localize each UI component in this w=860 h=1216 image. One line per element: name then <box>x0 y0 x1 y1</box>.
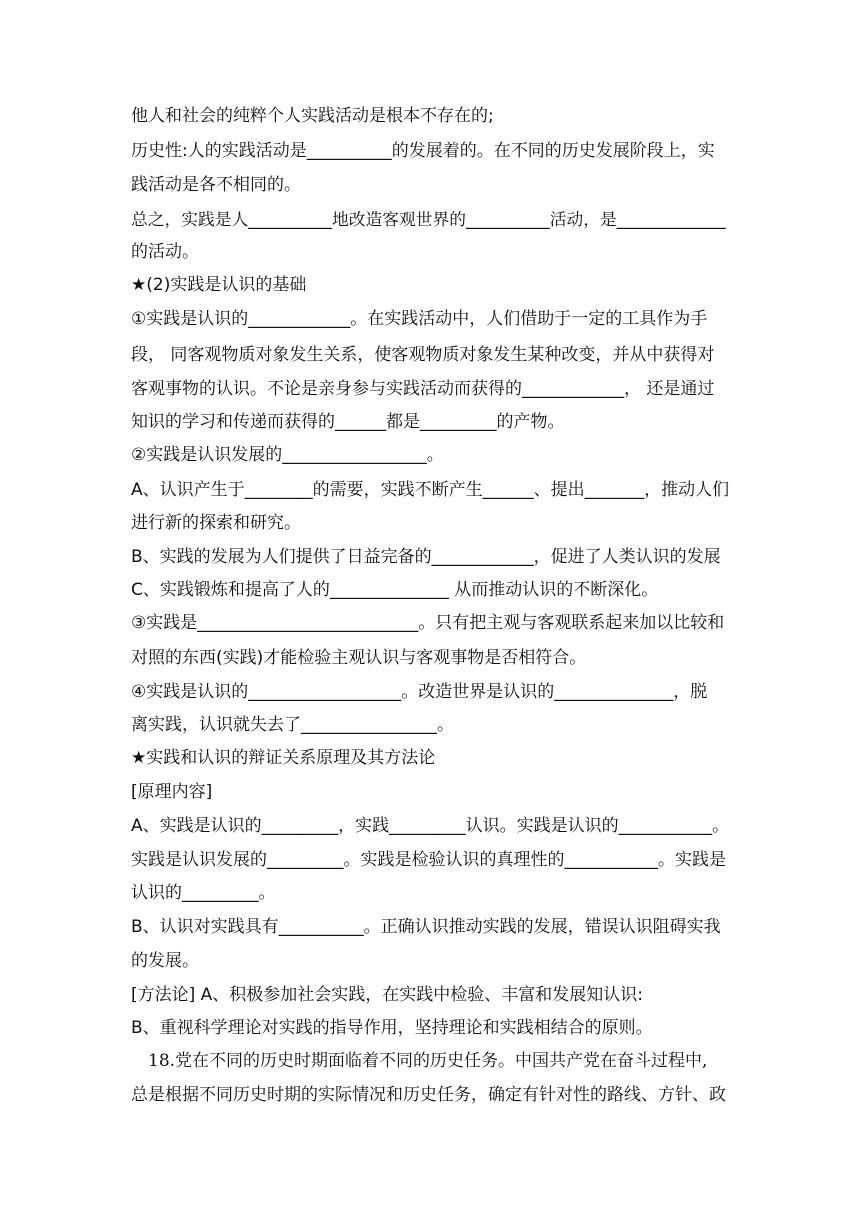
text-line: 实践是认识发展的_________。实践是检验认识的真理性的___________。实践是 <box>131 850 726 870</box>
text-line: 践活动是各不相同的。 <box>131 175 301 195</box>
text-line: ③实践是__________________________。只有把主观与客观联系起来加以比较和 <box>131 613 725 633</box>
question-18-line: 总是根据不同历史时期的实际情况和历史任务，确定有针对性的路线、方针、政 <box>131 1085 726 1105</box>
section-heading: ★实践和认识的辩证关系原理及其方法论 <box>131 748 436 768</box>
text-line: A、实践是认识的_________，实践_________认识。实践是认识的___________。 <box>131 816 730 836</box>
text-line: 对照的东西(实践)才能检验主观认识与客观事物是否相符合。 <box>131 648 587 668</box>
text-line: B、认识对实践具有__________。正确认识推动实践的发展，错误认识阻碍实我 <box>131 917 721 937</box>
text-line: [方法论] A、积极参加社会实践，在实践中检验、丰富和发展知认识: <box>131 985 644 1005</box>
text-line: ②实践是认识发展的_________________。 <box>131 445 444 465</box>
text-line: ④实践是认识的__________________。改造世界是认识的______________，脱 <box>131 682 708 702</box>
text-line: 他人和社会的纯粹个人实践活动是根本不存在的; <box>131 106 494 126</box>
text-line: C、实践锻炼和提高了人的______________ 从而推动认识的不断深化。 <box>131 580 659 600</box>
question-18-line: 18.党在不同的历史时期面临着不同的历史任务。中国共产党在奋斗过程中, <box>148 1051 708 1071</box>
text-line: 的发展。 <box>131 951 199 971</box>
text-line: 认识的_________。 <box>131 883 276 903</box>
text-line: 历史性:人的实践活动是__________的发展着的。在不同的历史发展阶段上，实 <box>131 141 715 161</box>
text-line: B、实践的发展为人们提供了日益完备的____________，促进了人类认识的发展 <box>131 547 721 567</box>
text-line: B、重视科学理论对实践的指导作用，坚持理论和实践相结合的原则。 <box>131 1018 653 1038</box>
text-line: ①实践是认识的____________。在实践活动中，人们借助于一定的工具作为手 <box>131 309 708 329</box>
text-line: A、认识产生于________的需要，实践不断产生______、提出_______，推动人们 <box>131 480 730 500</box>
text-line: 的活动。 <box>131 242 199 262</box>
text-line: 客观事物的认识。不论是亲身参与实践活动而获得的____________， 还是通过 <box>131 379 715 399</box>
text-line: 进行新的探索和研究。 <box>131 513 301 533</box>
text-line: 段， 同客观物质对象发生关系，使客观物质对象发生某种改变，并从中获得对 <box>131 345 715 365</box>
text-line: 知识的学习和传递而获得的______都是_________的产物。 <box>131 412 565 432</box>
text-line: 离实践，认识就失去了________________。 <box>131 715 454 735</box>
text-line: 总之，实践是人__________地改造客观世界的__________活动，是_____________ <box>131 209 726 229</box>
text-line: [原理内容] <box>131 782 213 802</box>
section-heading: ★(2)实践是认识的基础 <box>131 275 307 295</box>
